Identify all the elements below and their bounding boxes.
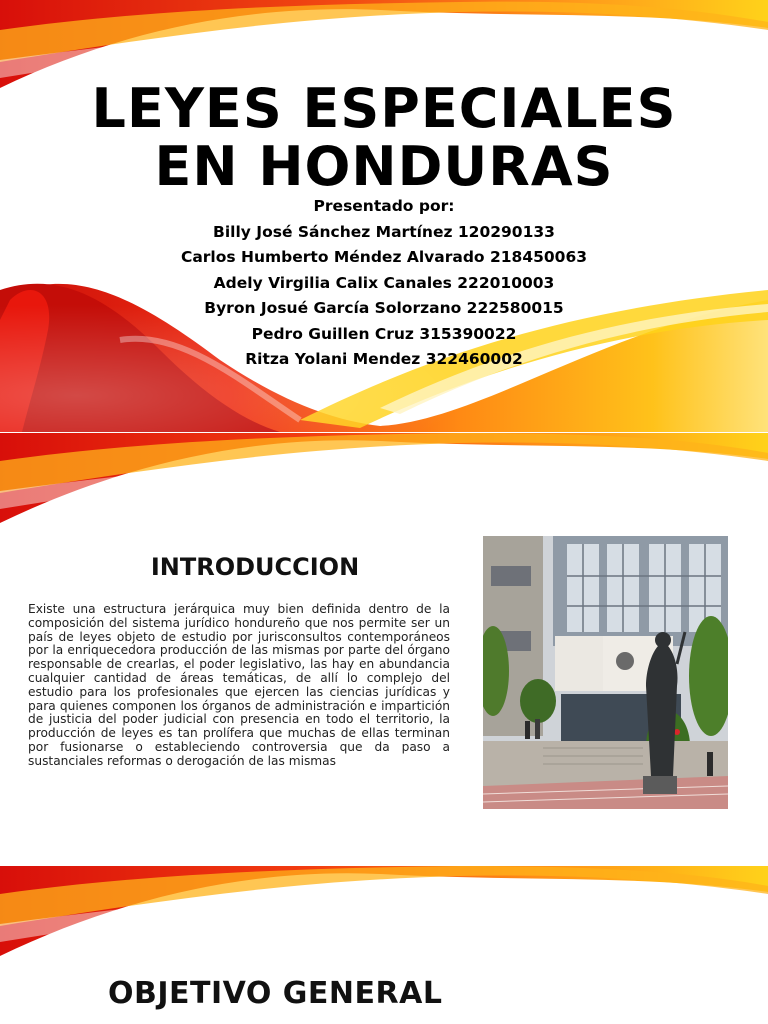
presenter-item: Pedro Guillen Cruz 315390022: [251, 324, 517, 343]
objective-heading: OBJETIVO GENERAL: [108, 976, 443, 1011]
introduction-heading: INTRODUCCION: [150, 553, 360, 581]
presentation-title: [0, 77, 768, 198]
presenter-item: Billy José Sánchez Martínez 120290133: [213, 222, 555, 241]
title-line-2: EN HONDURAS: [154, 135, 614, 198]
supreme-court-photo: [483, 536, 728, 809]
title-line-1: LEYES ESPECIALES: [91, 77, 677, 140]
presenters-list: [0, 194, 768, 373]
presenter-item: Byron Josué García Solorzano 222580015: [204, 299, 564, 317]
title-slide: [0, 0, 768, 432]
introduction-body: Existe una estructura jerárquica muy bien definida dentro de la composición del sistema jurídico hondureño que nos permite ser un país de leyes objeto de estudio por jurisconsultos contemporáneos por la enriquecedora producción de las mismas por parte del órgano responsable de crearlas, el poder legislativo, las hay en abundancia cualquier cantidad de áreas temáticas, de allí lo complejo del estudio para los profesionales que ejercen las ciencias jurídicas y para quienes componen los órganos de administración e impartición de justicia del poder judicial con presencia en todo el territorio, la producción de leyes es tan prolífera que muchas de ellas terminan por fusionarse o estableciendo controversia que da paso a sustanciales reformas o derogación de las mismas: [28, 602, 450, 768]
presenter-item: Carlos Humberto Méndez Alvarado 218450063: [180, 248, 588, 266]
presented-by-label: Presentado por:: [313, 197, 455, 215]
introduction-slide: [0, 433, 768, 865]
presenter-item: Ritza Yolani Mendez 322460002: [245, 350, 523, 368]
objective-slide: [0, 866, 768, 1024]
presenter-item: Adely Virgilia Calix Canales 222010003: [213, 273, 555, 292]
